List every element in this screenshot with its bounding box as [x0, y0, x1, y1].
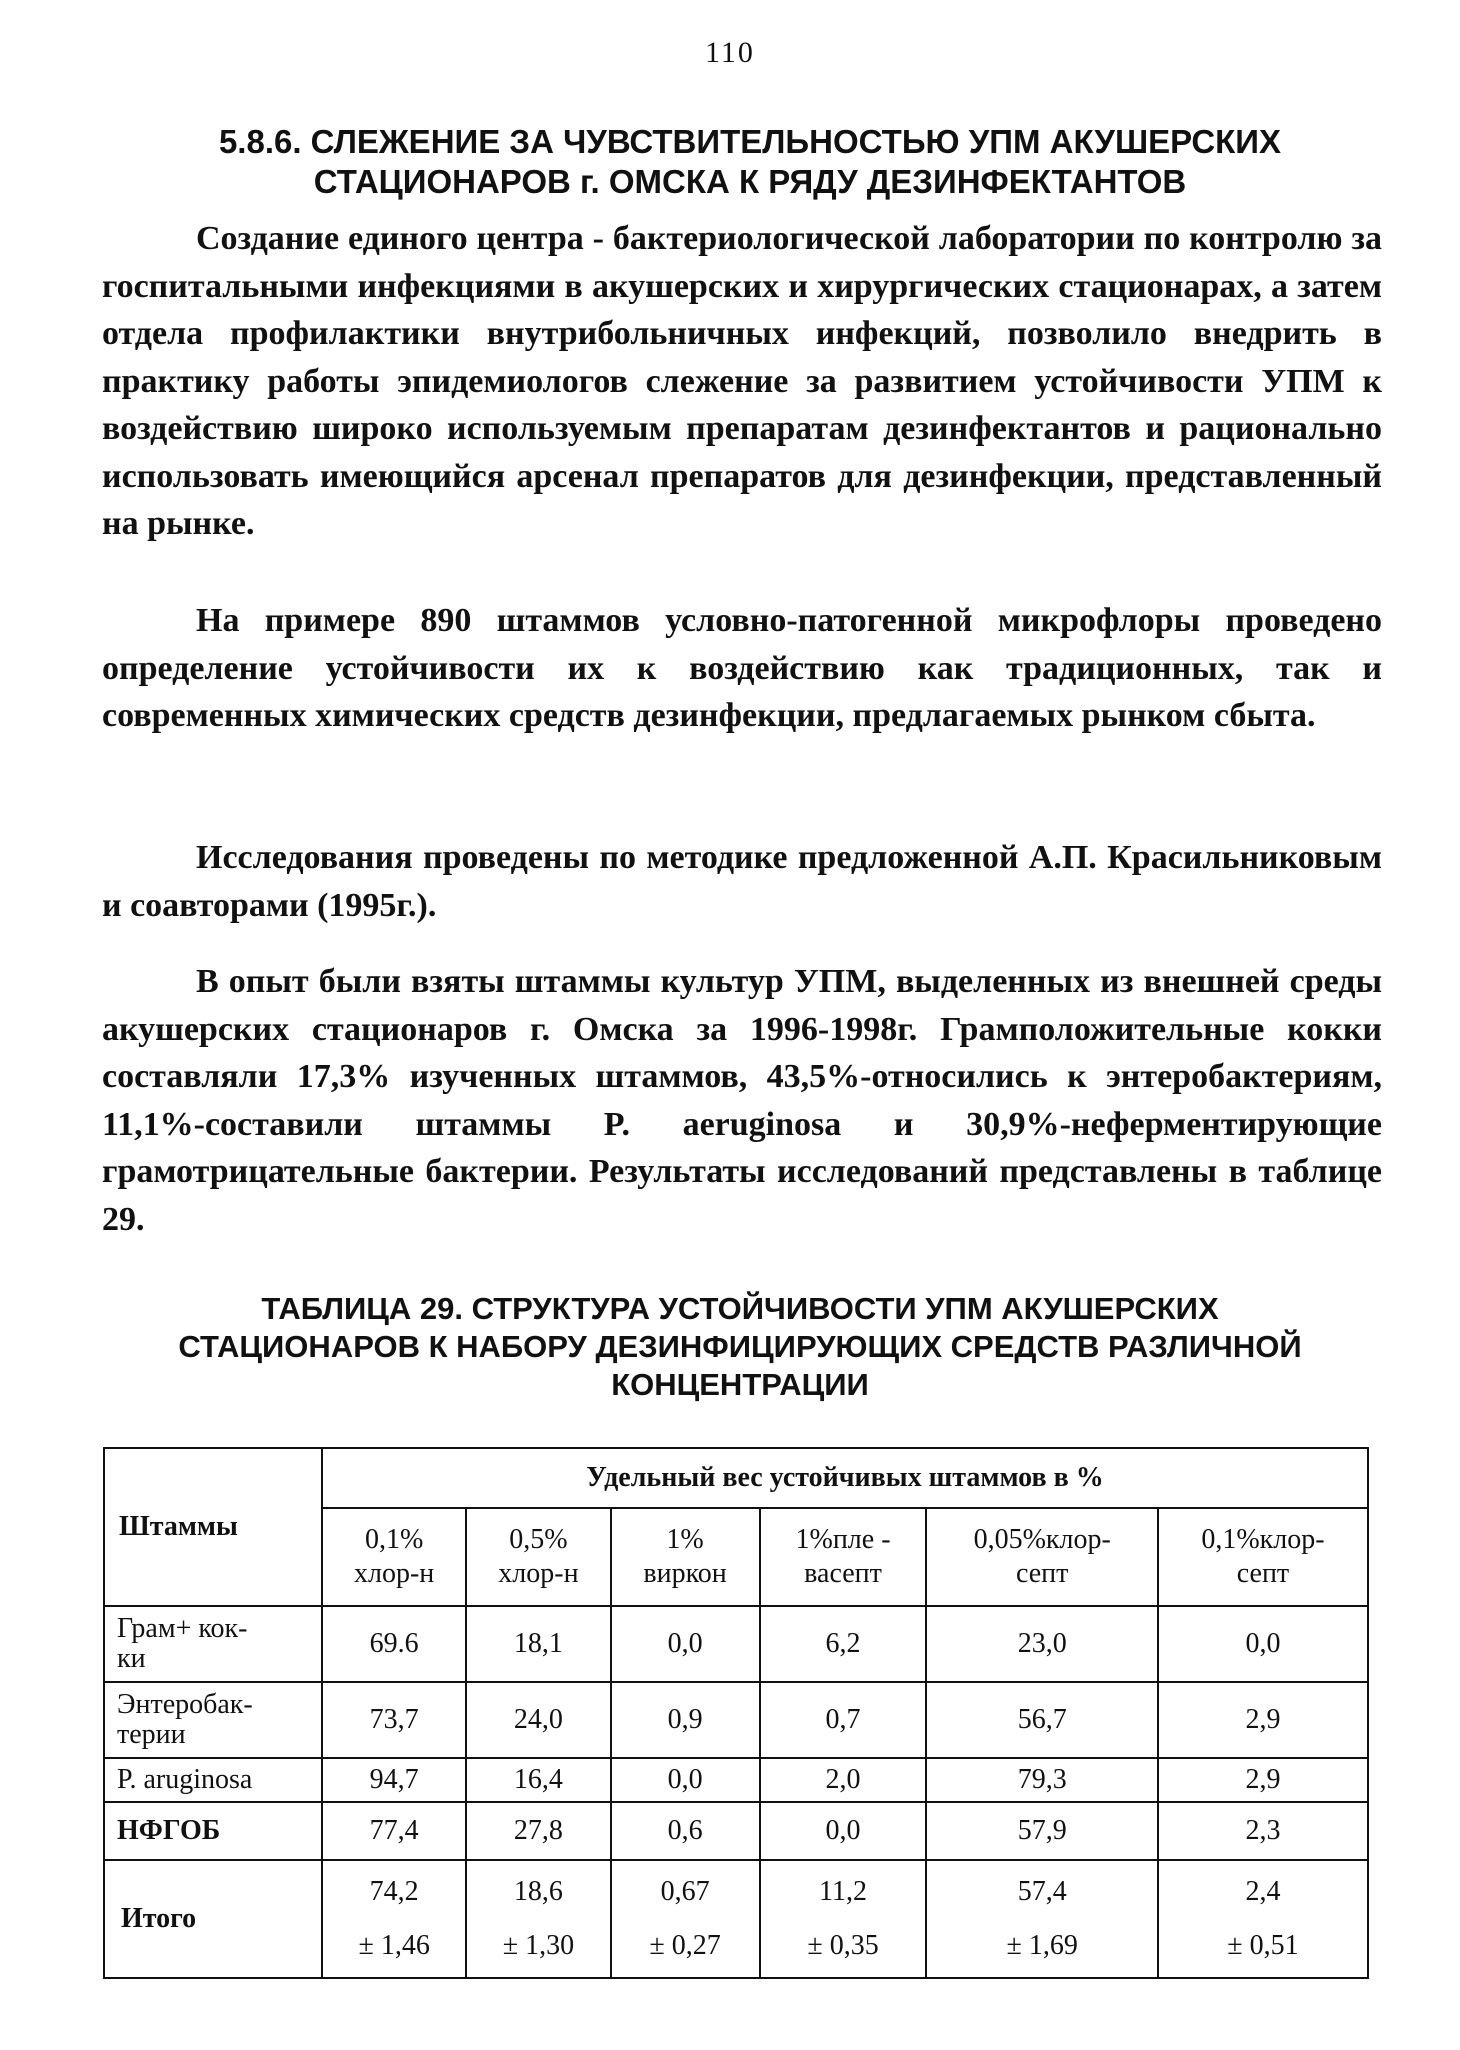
table-row [104, 1758, 1368, 1802]
total-cell: 57,4 ± 1,69 [926, 1860, 1157, 1978]
paragraph-intro: Создание единого центра - бактериологической лаборатории по контролю за госпитальными инфекциями в акушерских и хирургических стационарах, а затем отдела профилактики внутрибольничных инфекций, позволило внедрить в практику работы эпидемиологов слежение за развитием устойчивости УПМ к воздействию широко используемым препаратам дезинфектантов и рационально использовать имеющийся арсенал препаратов для дезинфекции, представленный на рынке. [102, 220, 1382, 542]
row-label: НФГОБ [104, 1802, 322, 1860]
paragraph-strains: На примере 890 штаммов условно-патогенной микрофлоры проведено определение устойчивости их к воздействию как традиционных, так и современных химических средств дезинфекции, предлагаемых рынком сбыта. [102, 602, 1382, 734]
column-header: 0,5% хлор-н [466, 1508, 610, 1606]
table-cell: 79,3 [926, 1758, 1157, 1802]
row-label: P. aruginosa [104, 1758, 322, 1802]
table-cell: 6,2 [760, 1606, 927, 1682]
table-cell: 16,4 [466, 1758, 610, 1802]
group-column-header: Удельный вес устойчивых штаммов в % [322, 1448, 1368, 1508]
table-total-row [104, 1860, 1368, 1978]
resistance-table [103, 1447, 1369, 1979]
column-header: 0,1% хлор-н [322, 1508, 466, 1606]
total-cell: 18,6 ± 1,30 [466, 1860, 610, 1978]
table-cell: 2,3 [1158, 1802, 1368, 1860]
paragraph-experiment: В опыт были взяты штаммы культур УПМ, выделенных из внешней среды акушерских стационаров г. Омска за 1996-1998г. Грамположительные кокки составляли 17,3% изученных штаммов, 43,5%-относились к энтеробактериям, 11,1%-составили штаммы P. aeruginosa и 30,9%-неферментирующие грамотрицательные бактерии. Результаты исследований представлены в таблице 29. [102, 963, 1382, 1238]
table-cell: 0,7 [760, 1682, 927, 1758]
table-header-row [104, 1448, 1368, 1508]
table-cell: 0,0 [1158, 1606, 1368, 1682]
table-cell: 0,0 [760, 1802, 927, 1860]
table-cell: 0,0 [611, 1606, 760, 1682]
table-caption-line: КОНЦЕНТРАЦИИ [611, 1367, 869, 1402]
table-cell: 0,6 [611, 1802, 760, 1860]
table-cell: 23,0 [926, 1606, 1157, 1682]
table-cell: 18,1 [466, 1606, 610, 1682]
strain-column-header: Штаммы [104, 1448, 322, 1606]
table-row [104, 1802, 1368, 1860]
table-row [104, 1606, 1368, 1682]
table-cell: 2,0 [760, 1758, 927, 1802]
column-header: 0,05%клор- септ [926, 1508, 1157, 1606]
table-cell: 73,7 [322, 1682, 466, 1758]
table-cell: 2,9 [1158, 1758, 1368, 1802]
total-label: Итого [104, 1860, 322, 1978]
column-header: 0,1%клор- септ [1158, 1508, 1368, 1606]
table-cell: 69.6 [322, 1606, 466, 1682]
table-cell: 56,7 [926, 1682, 1157, 1758]
page-number: 110 [705, 36, 755, 69]
table-row [104, 1682, 1368, 1758]
total-cell: 74,2 ± 1,46 [322, 1860, 466, 1978]
total-cell: 11,2 ± 0,35 [760, 1860, 927, 1978]
total-cell: 0,67 ± 0,27 [611, 1860, 760, 1978]
table-cell: 2,9 [1158, 1682, 1368, 1758]
section-heading [160, 122, 1340, 202]
row-label: Грам+ кок- ки [104, 1606, 322, 1682]
table-cell: 0,9 [611, 1682, 760, 1758]
table-cell: 57,9 [926, 1802, 1157, 1860]
column-header: 1% виркон [611, 1508, 760, 1606]
row-label: Энтеробак- терии [104, 1682, 322, 1758]
total-cell: 2,4 ± 0,51 [1158, 1860, 1368, 1978]
table-caption-line: СТАЦИОНАРОВ К НАБОРУ ДЕЗИНФИЦИРУЮЩИХ СРЕДСТВ РАЗЛИЧНОЙ [178, 1329, 1302, 1364]
table-cell: 77,4 [322, 1802, 466, 1860]
table-caption [100, 1290, 1380, 1404]
column-header: 1%пле - васепт [760, 1508, 927, 1606]
table-cell: 24,0 [466, 1682, 610, 1758]
paragraph-method: Исследования проведены по методике предложенной А.П. Красильниковым и соавторами (1995г.). [102, 839, 1382, 924]
table-caption-line: ТАБЛИЦА 29. СТРУКТУРА УСТОЙЧИВОСТИ УПМ АКУШЕРСКИХ [261, 1291, 1219, 1326]
section-heading-line: 5.8.6. СЛЕЖЕНИЕ ЗА ЧУВСТВИТЕЛЬНОСТЬЮ УПМ АКУШЕРСКИХ [218, 123, 1282, 160]
table-cell: 0,0 [611, 1758, 760, 1802]
table-cell: 94,7 [322, 1758, 466, 1802]
section-heading-line: СТАЦИОНАРОВ г. ОМСКА К РЯДУ ДЕЗИНФЕКТАНТОВ [313, 163, 1187, 200]
table-cell: 27,8 [466, 1802, 610, 1860]
